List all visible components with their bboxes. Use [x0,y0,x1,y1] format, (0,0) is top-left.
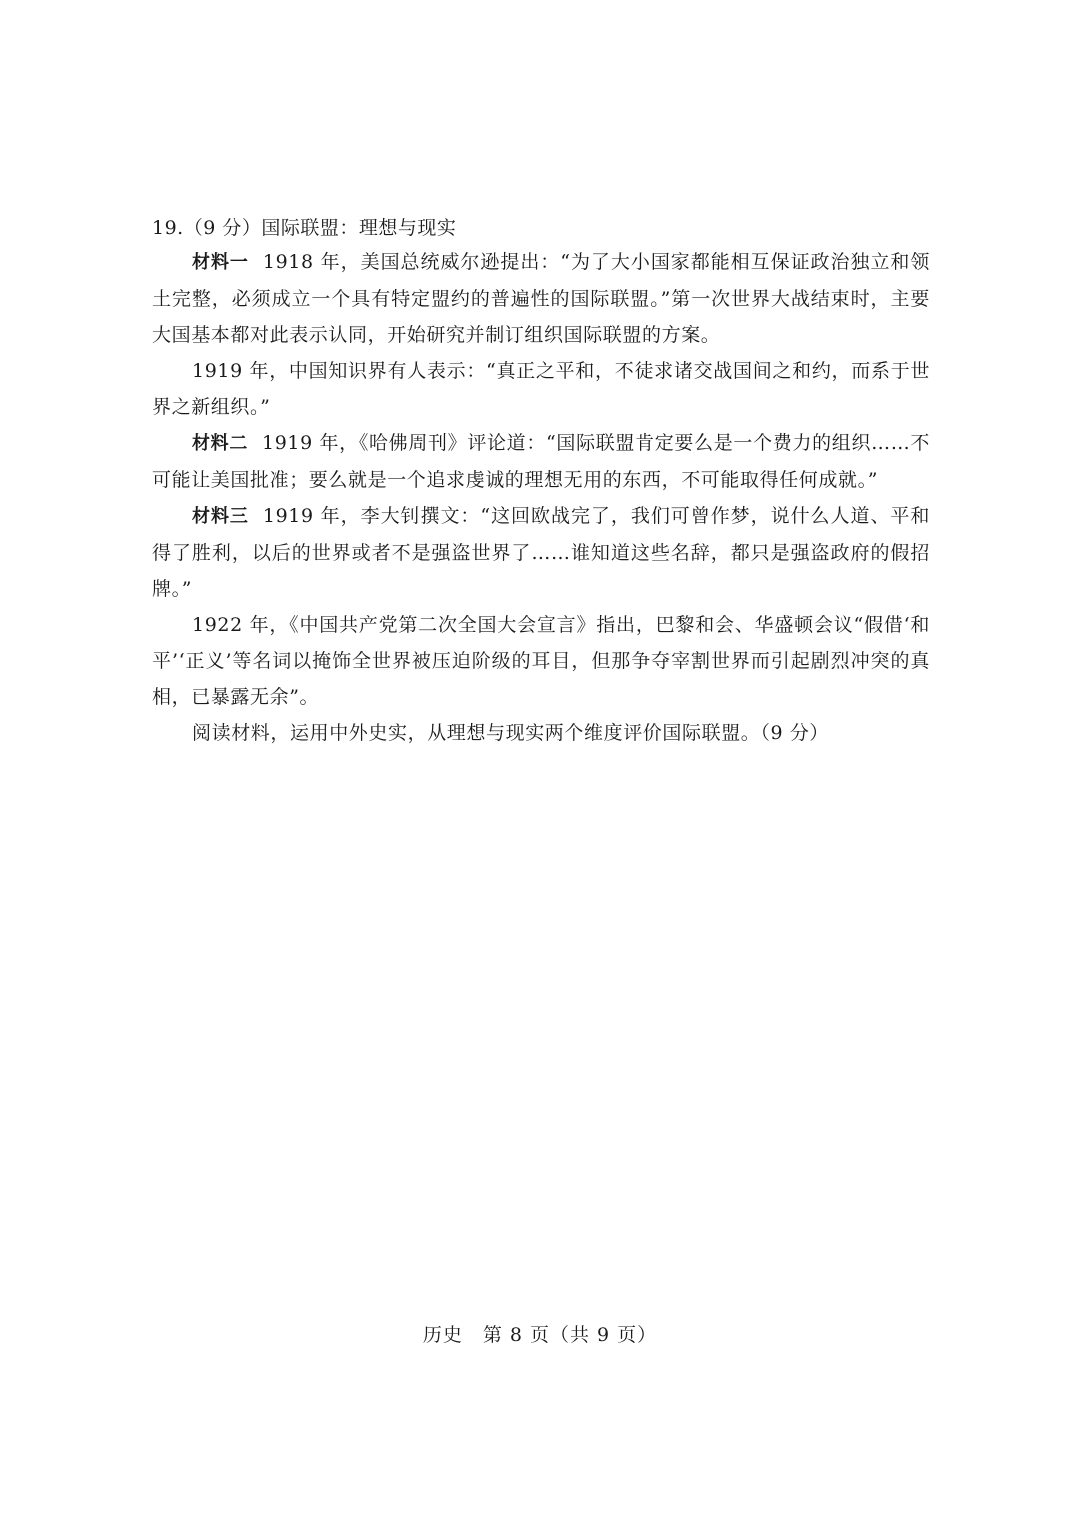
material-1-paragraph-2 [152,353,930,425]
page-footer: 历史 第 8 页（共 9 页） [422,1324,658,1346]
material-1-text-2: 1919 年，中国知识界有人表示：“真正之平和，不徒求诸交战国间之和约，而系于世界之新组织。” [152,360,930,418]
question-title: 19.（9 分）国际联盟：理想与现实 [152,217,457,239]
question-19 [152,212,930,751]
material-2-text: 1919 年，《哈佛周刊》评论道：“国际联盟肯定要么是一个费力的组织……不可能让美国批准；要么就是一个追求虔诚的理想无用的东西，不可能取得任何成就。” [152,432,930,491]
material-3-label: 材料三 [192,506,249,527]
material-1-paragraph [152,244,930,353]
material-2-paragraph [152,425,930,498]
material-1-label: 材料一 [192,252,249,273]
question-prompt [152,715,930,751]
question-prompt-text: 阅读材料，运用中外史实，从理想与现实两个维度评价国际联盟。（9 分） [192,722,830,744]
material-3-text: 1919 年，李大钊撰文：“这回欧战完了，我们可曾作梦，说什么人道、平和得了胜利，以后的世界或者不是强盗世界了……谁知道这些名辞，都只是强盗政府的假招牌。” [152,505,930,600]
material-2-label: 材料二 [192,433,249,454]
material-3-paragraph [152,498,930,607]
material-3-text-2: 1922 年，《中国共产党第二次全国大会宣言》指出，巴黎和会、华盛顿会议“假借‘和平’‘正义’等名词以掩饰全世界被压迫阶级的耳目，但那争夺宰割世界而引起剧烈冲突的真相，已暴露无余”。 [152,614,930,708]
material-3-paragraph-2 [152,607,930,715]
material-1-text: 1918 年，美国总统威尔逊提出：“为了大小国家都能相互保证政治独立和领土完整，必须成立一个具有特定盟约的普遍性的国际联盟。”第一次世界大战结束时，主要大国基本都对此表示认同，开始研究并制订组织国际联盟的方案。 [152,251,930,346]
